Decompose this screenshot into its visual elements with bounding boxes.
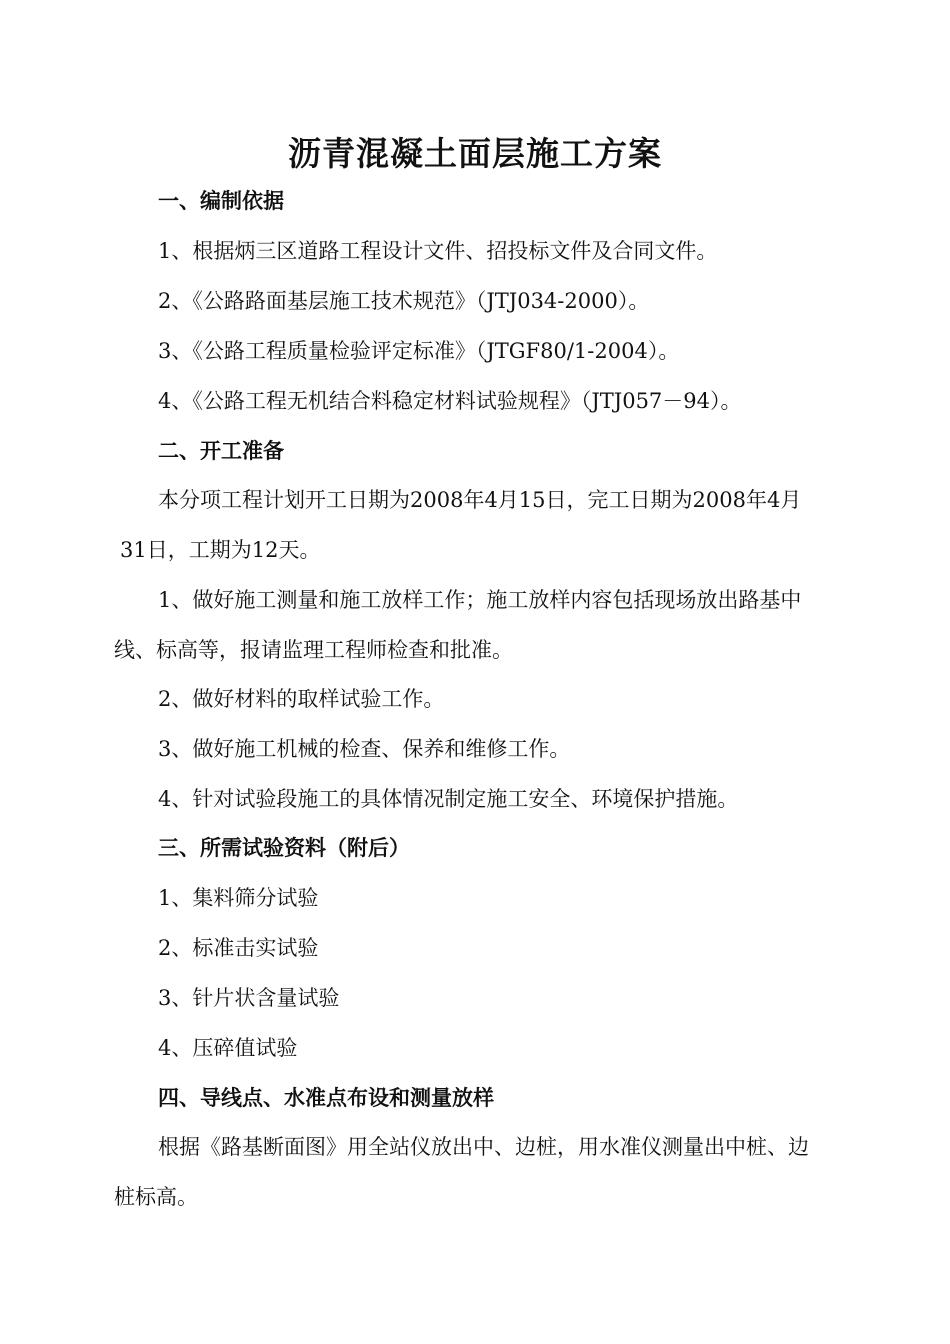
test-item-2: 2、标准击实试验	[158, 936, 319, 960]
preparation-item-1-line-1: 1、做好施工测量和施工放样工作；施工放样内容包括现场放出路基中	[158, 588, 802, 612]
basis-item-3: 3、《公路工程质量检验评定标准》（JTGF80/1-2004）。	[158, 339, 680, 363]
preparation-item-4: 4、针对试验段施工的具体情况制定施工安全、环境保护措施。	[158, 787, 739, 811]
survey-paragraph-line-2: 桩标高。	[114, 1185, 198, 1209]
test-item-1: 1、集料筛分试验	[158, 886, 319, 910]
preparation-item-2: 2、做好材料的取样试验工作。	[158, 687, 445, 711]
section-heading-test-materials: 三、所需试验资料（附后）	[158, 835, 410, 860]
schedule-paragraph-line-1: 本分项工程计划开工日期为2008年4月15日，完工日期为2008年4月	[158, 488, 802, 512]
preparation-item-1-line-2: 线、标高等，报请监理工程师检查和批准。	[114, 638, 513, 662]
test-item-3: 3、针片状含量试验	[158, 986, 340, 1010]
survey-paragraph-line-1: 根据《路基断面图》用全站仪放出中、边桩，用水准仪测量出中桩、边	[158, 1135, 809, 1159]
preparation-item-3: 3、做好施工机械的检查、保养和维修工作。	[158, 737, 571, 761]
basis-item-1: 1、根据炳三区道路工程设计文件、招投标文件及合同文件。	[158, 239, 718, 263]
section-heading-survey: 四、导线点、水准点布设和测量放样	[158, 1085, 494, 1110]
schedule-paragraph-line-2: 31日，工期为12天。	[120, 538, 321, 562]
section-heading-basis: 一、编制依据	[158, 188, 284, 213]
section-heading-preparation: 二、开工准备	[158, 438, 284, 463]
basis-item-4: 4、《公路工程无机结合料稳定材料试验规程》（JTJ057－94）。	[158, 389, 742, 413]
document-title: 沥青混凝土面层施工方案	[288, 134, 662, 173]
test-item-4: 4、压碎值试验	[158, 1036, 298, 1060]
basis-item-2: 2、《公路路面基层施工技术规范》（JTJ034-2000）。	[158, 289, 650, 313]
